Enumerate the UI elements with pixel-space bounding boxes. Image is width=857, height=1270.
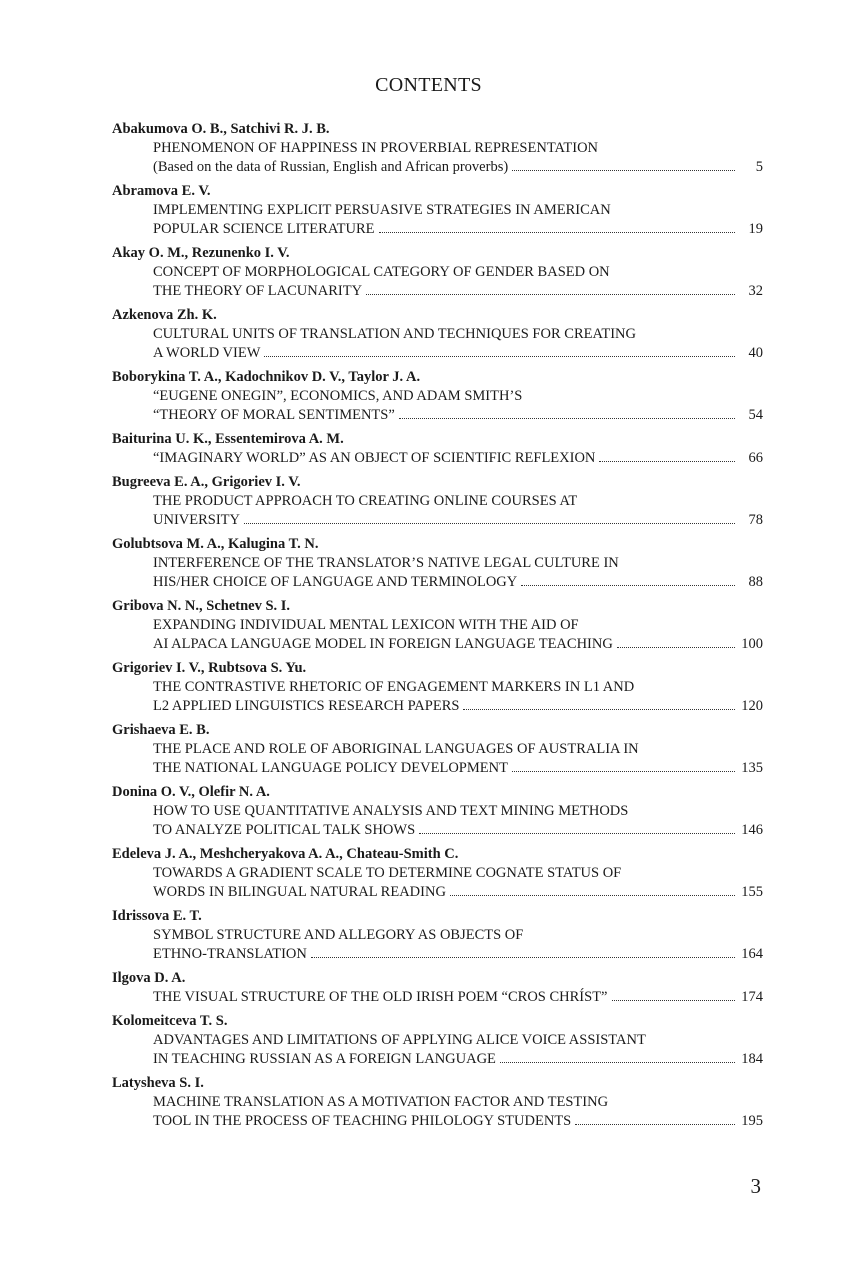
- entry-title-line: [112, 988, 763, 1007]
- toc-entry[interactable]: [112, 182, 763, 239]
- entry-title-text: POPULAR SCIENCE LITERATURE: [153, 221, 375, 237]
- entry-title-text: “THEORY OF MORAL SENTIMENTS”: [153, 407, 395, 423]
- entry-authors: Idrissova E. T.: [112, 908, 202, 924]
- entry-title-line: [112, 1112, 763, 1131]
- entry-title-line: IMPLEMENTING EXPLICIT PERSUASIVE STRATEGIES IN AMERICAN: [153, 202, 611, 218]
- entry-page-number: 78: [748, 512, 763, 528]
- entry-title-text: “IMAGINARY WORLD” AS AN OBJECT OF SCIENTIFIC REFLEXION: [153, 450, 596, 466]
- entry-page-number: 5: [755, 159, 763, 175]
- entry-title-line: [112, 697, 763, 716]
- entry-title-line: [112, 344, 763, 363]
- entry-title-line: [112, 945, 763, 964]
- entry-page-number: 146: [741, 822, 763, 838]
- toc-entry[interactable]: [112, 969, 763, 1007]
- entry-authors: Kolomeitceva T. S.: [112, 1013, 228, 1029]
- entry-title-text: WORDS IN BILINGUAL NATURAL READING: [153, 884, 446, 900]
- entry-title-text: THE NATIONAL LANGUAGE POLICY DEVELOPMENT: [153, 760, 508, 776]
- entry-page-number: 100: [741, 636, 763, 652]
- dot-leader: [599, 461, 735, 462]
- entry-title-line: THE CONTRASTIVE RHETORIC OF ENGAGEMENT MARKERS IN L1 AND: [153, 679, 635, 695]
- entry-authors: Baiturina U. K., Essentemirova A. M.: [112, 431, 344, 447]
- entry-page-number: 120: [741, 698, 763, 714]
- entry-authors: Grigoriev I. V., Rubtsova S. Yu.: [112, 660, 307, 676]
- entry-title-line: CONCEPT OF MORPHOLOGICAL CATEGORY OF GENDER BASED ON: [153, 264, 610, 280]
- entry-page-number: 54: [748, 407, 763, 423]
- entry-title-text: THE VISUAL STRUCTURE OF THE OLD IRISH POEM “CROS CHRÍST”: [153, 989, 608, 1005]
- entry-page-number: 155: [741, 884, 763, 900]
- dot-leader: [311, 957, 735, 958]
- toc-entry[interactable]: [112, 1074, 763, 1131]
- entry-title-line: [112, 821, 763, 840]
- dot-leader: [419, 833, 735, 834]
- entry-title-text: THE THEORY OF LACUNARITY: [153, 283, 363, 299]
- dot-leader: [612, 1000, 736, 1001]
- entry-title-line: PHENOMENON OF HAPPINESS IN PROVERBIAL REPRESENTATION: [153, 140, 599, 156]
- toc-entry[interactable]: [112, 721, 763, 778]
- entry-authors: Boborykina T. A., Kadochnikov D. V., Taylor J. A.: [112, 369, 421, 385]
- entry-title-line: [112, 158, 763, 177]
- toc-entry[interactable]: [112, 535, 763, 592]
- entry-page-number: 19: [748, 221, 763, 237]
- entry-page-number: 174: [741, 989, 763, 1005]
- toc-entry[interactable]: [112, 430, 763, 468]
- entry-title-line: [112, 282, 763, 301]
- entry-authors: Bugreeva E. A., Grigoriev I. V.: [112, 474, 301, 490]
- entry-authors: Azkenova Zh. K.: [112, 307, 217, 323]
- page-number: 3: [750, 1174, 761, 1198]
- entry-page-number: 40: [748, 345, 763, 361]
- toc-entry[interactable]: [112, 473, 763, 530]
- entry-title-line: [112, 220, 763, 239]
- dot-leader: [521, 585, 735, 586]
- dot-leader: [264, 356, 735, 357]
- entry-title-line: THE PRODUCT APPROACH TO CREATING ONLINE COURSES AT: [153, 493, 578, 509]
- dot-leader: [463, 709, 735, 710]
- dot-leader: [366, 294, 735, 295]
- entry-page-number: 164: [741, 946, 763, 962]
- entry-page-number: 88: [748, 574, 763, 590]
- entry-authors: Abramova E. V.: [112, 183, 211, 199]
- entry-page-number: 32: [748, 283, 763, 299]
- entry-title-line: [112, 511, 763, 530]
- entry-authors: Abakumova O. B., Satchivi R. J. B.: [112, 121, 330, 137]
- entry-title-line: EXPANDING INDIVIDUAL MENTAL LEXICON WITH THE AID OF: [153, 617, 579, 633]
- entry-title-text: L2 APPLIED LINGUISTICS RESEARCH PAPERS: [153, 698, 460, 714]
- entry-authors: Donina O. V., Olefir N. A.: [112, 784, 270, 800]
- entry-page-number: 135: [741, 760, 763, 776]
- dot-leader: [575, 1124, 735, 1125]
- entry-title-line: “EUGENE ONEGIN”, ECONOMICS, AND ADAM SMITH’S: [153, 388, 523, 404]
- entry-title-text: IN TEACHING RUSSIAN AS A FOREIGN LANGUAGE: [153, 1051, 496, 1067]
- table-of-contents: [112, 120, 763, 1136]
- page-title: CONTENTS: [375, 74, 482, 96]
- dot-leader: [450, 895, 735, 896]
- entry-title-line: MACHINE TRANSLATION AS A MOTIVATION FACTOR AND TESTING: [153, 1094, 609, 1110]
- entry-page-number: 66: [748, 450, 763, 466]
- entry-page-number: 184: [741, 1051, 763, 1067]
- toc-entry[interactable]: [112, 783, 763, 840]
- dot-leader: [500, 1062, 735, 1063]
- entry-authors: Grishaeva E. B.: [112, 722, 210, 738]
- entry-title-line: TOWARDS A GRADIENT SCALE TO DETERMINE COGNATE STATUS OF: [153, 865, 622, 881]
- dot-leader: [512, 170, 735, 171]
- entry-title-text: ETHNO-TRANSLATION: [153, 946, 307, 962]
- dot-leader: [617, 647, 735, 648]
- entry-title-line: [112, 635, 763, 654]
- toc-entry[interactable]: [112, 368, 763, 425]
- toc-entry[interactable]: [112, 597, 763, 654]
- entry-authors: Ilgova D. A.: [112, 970, 186, 986]
- entry-title-line: SYMBOL STRUCTURE AND ALLEGORY AS OBJECTS OF: [153, 927, 524, 943]
- toc-entry[interactable]: [112, 659, 763, 716]
- toc-entry[interactable]: [112, 244, 763, 301]
- entry-authors: Akay O. M., Rezunenko I. V.: [112, 245, 290, 261]
- entry-title-text: HIS/HER CHOICE OF LANGUAGE AND TERMINOLOGY: [153, 574, 518, 590]
- dot-leader: [244, 523, 735, 524]
- entry-title-text: A WORLD VIEW: [153, 345, 261, 361]
- toc-entry[interactable]: [112, 907, 763, 964]
- entry-title-line: CULTURAL UNITS OF TRANSLATION AND TECHNIQUES FOR CREATING: [153, 326, 636, 342]
- entry-title-line: [112, 883, 763, 902]
- entry-title-line: [112, 573, 763, 592]
- entry-title-line: INTERFERENCE OF THE TRANSLATOR’S NATIVE LEGAL CULTURE IN: [153, 555, 619, 571]
- entry-authors: Gribova N. N., Schetnev S. I.: [112, 598, 291, 614]
- entry-title-text: TO ANALYZE POLITICAL TALK SHOWS: [153, 822, 416, 838]
- entry-title-line: THE PLACE AND ROLE OF ABORIGINAL LANGUAGES OF AUSTRALIA IN: [153, 741, 639, 757]
- entry-title-line: [112, 759, 763, 778]
- entry-authors: Golubtsova M. A., Kalugina T. N.: [112, 536, 319, 552]
- entry-title-text: UNIVERSITY: [153, 512, 240, 528]
- toc-entry[interactable]: [112, 845, 763, 902]
- entry-authors: Latysheva S. I.: [112, 1075, 204, 1091]
- entry-title-line: [112, 449, 763, 468]
- dot-leader: [379, 232, 735, 233]
- entry-title-line: HOW TO USE QUANTITATIVE ANALYSIS AND TEXT MINING METHODS: [153, 803, 629, 819]
- toc-entry[interactable]: [112, 120, 763, 177]
- toc-entry[interactable]: [112, 1012, 763, 1069]
- dot-leader: [512, 771, 735, 772]
- entry-page-number: 195: [741, 1113, 763, 1129]
- entry-authors: Edeleva J. A., Meshcheryakova A. A., Chateau-Smith C.: [112, 846, 459, 862]
- entry-title-line: [112, 1050, 763, 1069]
- entry-title-line: ADVANTAGES AND LIMITATIONS OF APPLYING ALICE VOICE ASSISTANT: [153, 1032, 646, 1048]
- dot-leader: [399, 418, 735, 419]
- entry-title-text: AI ALPACA LANGUAGE MODEL IN FOREIGN LANGUAGE TEACHING: [153, 636, 613, 652]
- entry-title-text: (Based on the data of Russian, English and African proverbs): [153, 159, 509, 175]
- entry-title-text: TOOL IN THE PROCESS OF TEACHING PHILOLOGY STUDENTS: [153, 1113, 572, 1129]
- toc-entry[interactable]: [112, 306, 763, 363]
- entry-title-line: [112, 406, 763, 425]
